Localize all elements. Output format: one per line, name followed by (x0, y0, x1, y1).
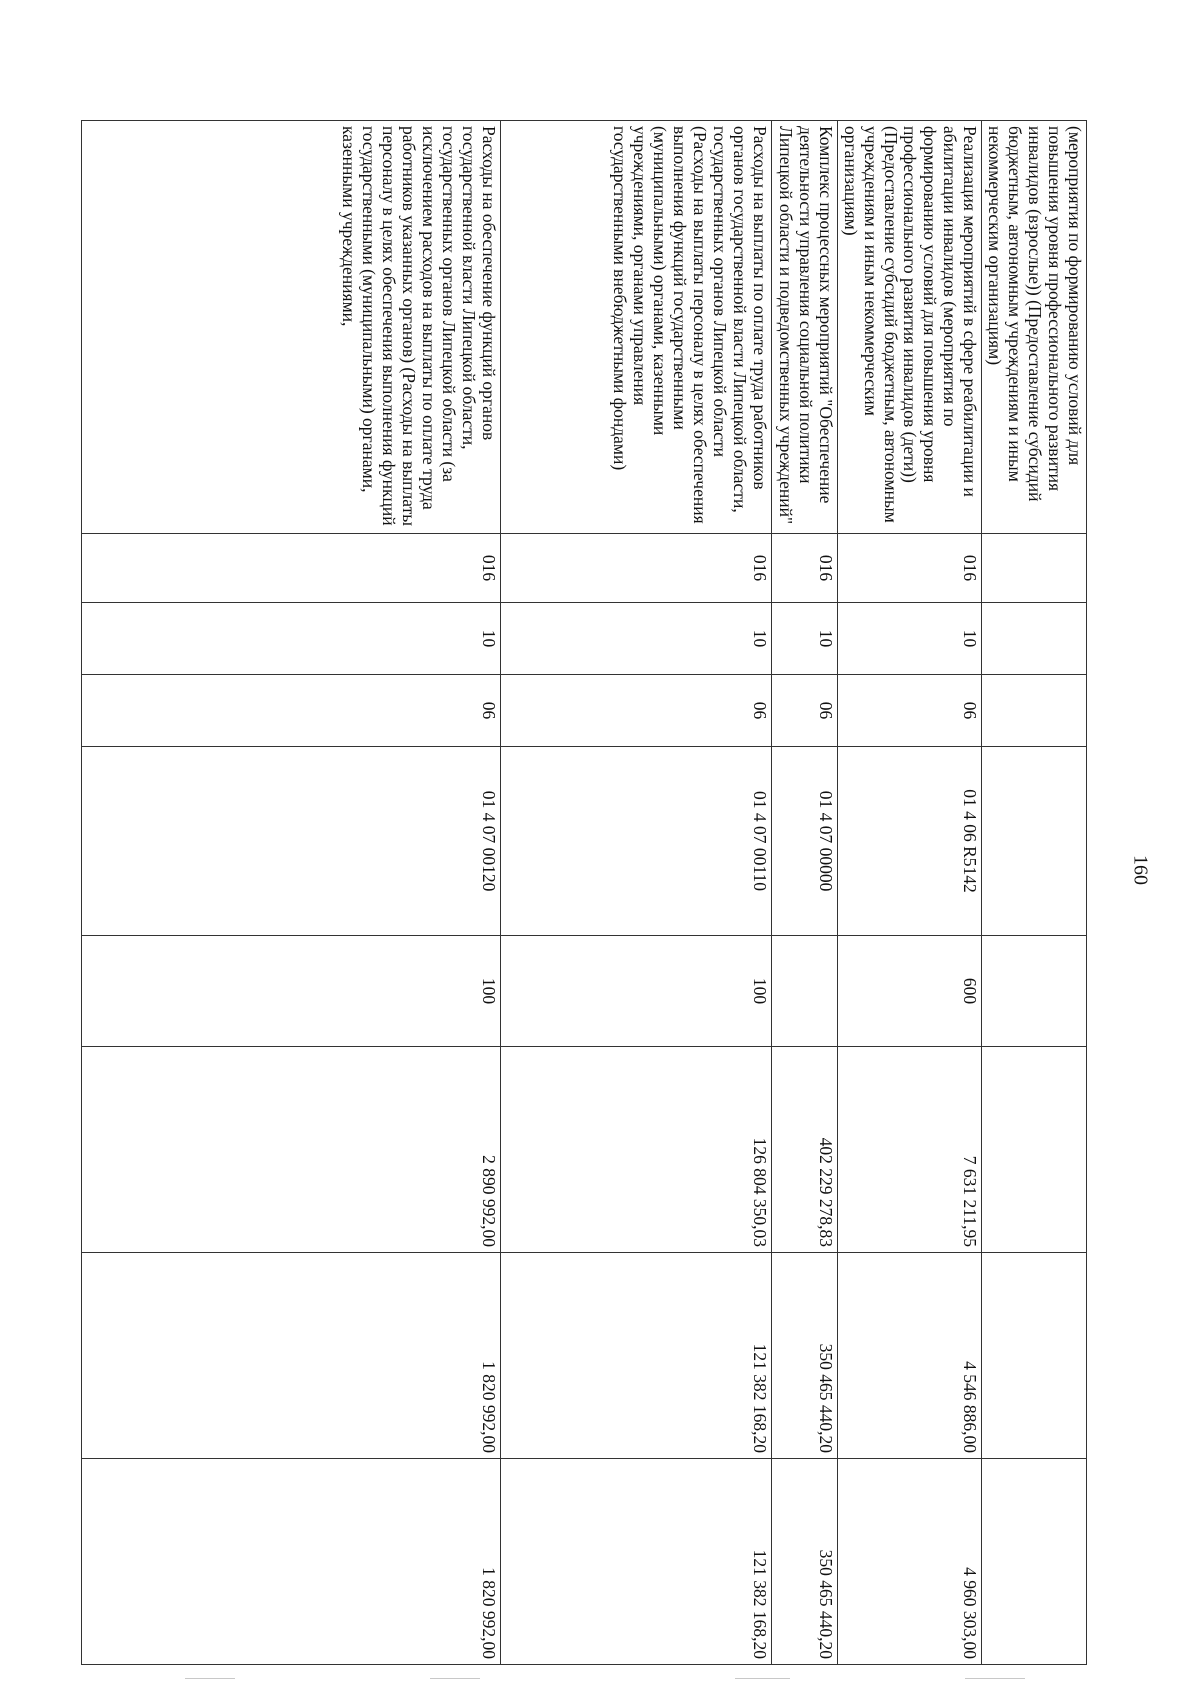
amount-year1-cell: 402 229 278,83 (771, 1047, 837, 1253)
expense-type-cell (771, 936, 837, 1047)
amount-year1-cell: 7 631 211,95 (837, 1047, 982, 1253)
item-name-cell: Реализация мероприятий в сфере реабилитации и абилитации инвалидов (мероприятия по формированию условий для повышения уровня профессионального развития инвалидов (дети)) (Предоставление субсидий бюджетным, автономным учреждениям и иным некоммерческим организациям) (837, 121, 982, 534)
budget-table (81, 120, 1087, 1665)
section-code-cell: 10 (500, 603, 771, 675)
subsection-code-cell: 06 (837, 675, 982, 747)
target-article-cell (982, 747, 1087, 936)
section-code-cell: 10 (771, 603, 837, 675)
expense-type-cell: 600 (837, 936, 982, 1047)
subsection-code-cell (982, 675, 1087, 747)
amount-year3-cell: 350 465 440,20 (771, 1459, 837, 1665)
target-article-cell: 01 4 07 00000 (771, 747, 837, 936)
subsection-code-cell: 06 (771, 675, 837, 747)
department-code-cell: 016 (81, 534, 500, 603)
scan-mark (430, 1678, 480, 1679)
amount-year3-cell: 1 820 992,00 (81, 1459, 500, 1665)
item-name-cell: (мероприятия по формированию условий для повышения уровня профессионального развития инвалидов (взрослые)) (Предоставление субсидий бюджетным, автономным учреждениям и иным некоммерческим организациям) (982, 121, 1087, 534)
department-code-cell: 016 (500, 534, 771, 603)
amount-year3-cell: 121 382 168,20 (500, 1459, 771, 1665)
amount-year2-cell (982, 1253, 1087, 1459)
amount-year3-cell (982, 1459, 1087, 1665)
table-row (81, 121, 500, 1665)
scan-mark (735, 1678, 790, 1679)
target-article-cell: 01 4 06 R5142 (837, 747, 982, 936)
target-article-cell: 01 4 07 00120 (81, 747, 500, 936)
expense-type-cell (982, 936, 1087, 1047)
department-code-cell: 016 (771, 534, 837, 603)
amount-year1-cell: 2 890 992,00 (81, 1047, 500, 1253)
section-code-cell: 10 (81, 603, 500, 675)
expense-type-cell: 100 (81, 936, 500, 1047)
page-number: 160 (1129, 855, 1152, 885)
target-article-cell: 01 4 07 00110 (500, 747, 771, 936)
item-name-cell: Расходы на выплаты по оплате труда работников органов государственной власти Липецкой области, государственных органов Липецкой области (Расходы на выплаты персоналу в целях обеспечения выполнения функций государственными (муниципальными) органами, казенными учреждениями, органами управления государственными внебюджетными фондами) (500, 121, 771, 534)
item-name-cell: Комплекс процессных мероприятий "Обеспечение деятельности управления социальной политики Липецкой области и подведомственных учреждений" (771, 121, 837, 534)
scan-mark (185, 1678, 235, 1679)
department-code-cell (982, 534, 1087, 603)
expense-type-cell: 100 (500, 936, 771, 1047)
item-name-cell: Расходы на обеспечение функций органов государственной власти Липецкой области, государственных органов Липецкой области (за исключением расходов на выплаты по оплате труда работников указанных органов) (Расходы на выплаты персоналу в целях обеспечения выполнения функций государственными (муниципальными) органами, казенными учреждениями, (81, 121, 500, 534)
scan-edge-marks (0, 1678, 1200, 1688)
amount-year2-cell: 1 820 992,00 (81, 1253, 500, 1459)
table-row (982, 121, 1087, 1665)
subsection-code-cell: 06 (81, 675, 500, 747)
scan-mark (965, 1678, 1025, 1679)
amount-year2-cell: 121 382 168,20 (500, 1253, 771, 1459)
amount-year1-cell: 126 804 350,03 (500, 1047, 771, 1253)
amount-year3-cell: 4 960 303,00 (837, 1459, 982, 1665)
section-code-cell: 10 (837, 603, 982, 675)
section-code-cell (982, 603, 1087, 675)
table-row (500, 121, 771, 1665)
table-row (837, 121, 982, 1665)
amount-year2-cell: 4 546 886,00 (837, 1253, 982, 1459)
department-code-cell: 016 (837, 534, 982, 603)
amount-year1-cell (982, 1047, 1087, 1253)
budget-table-rotated (127, 120, 1087, 1659)
table-row (771, 121, 837, 1665)
subsection-code-cell: 06 (500, 675, 771, 747)
amount-year2-cell: 350 465 440,20 (771, 1253, 837, 1459)
